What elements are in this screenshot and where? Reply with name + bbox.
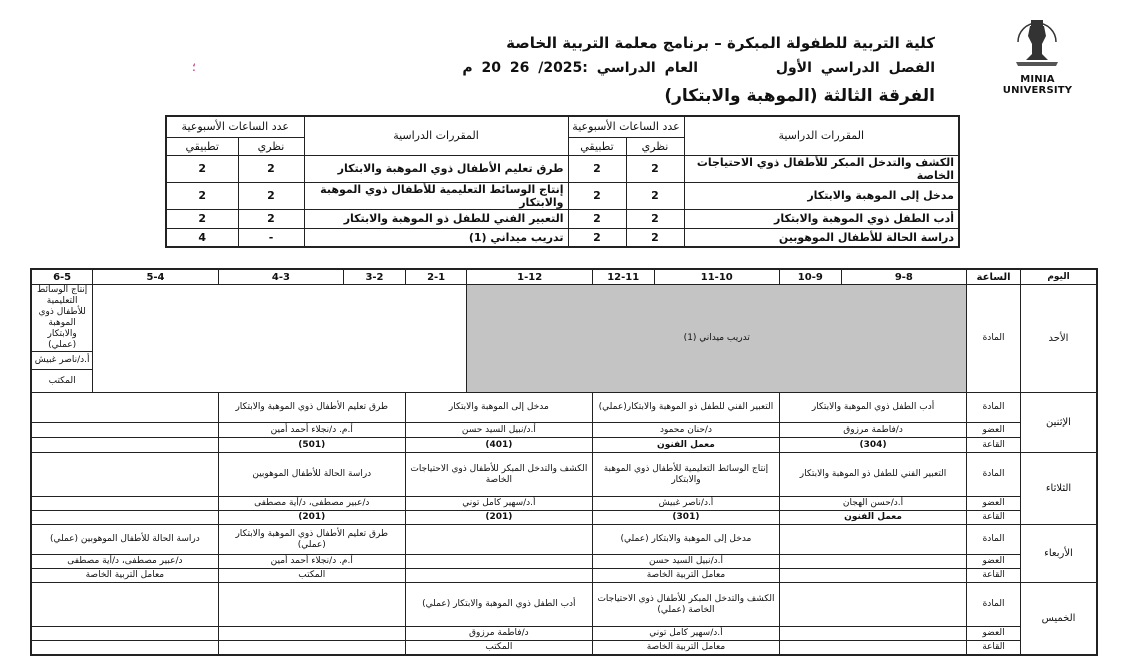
theory-hours: 2 (626, 228, 684, 247)
schedule-room: المكتب (405, 641, 592, 655)
header-hours-right: عدد الساعات الأسبوعية (568, 116, 684, 137)
label-subject: المادة (967, 285, 1021, 393)
schedule-subject: دراسة الحالة للأطفال الموهوبين (عملي) (31, 525, 218, 555)
slot-header: 9-8 (841, 269, 966, 285)
schedule-member: د/عبير مصطفى، د/أية مصطفى (218, 497, 405, 511)
stray-mark: ؛ (192, 60, 196, 74)
wednesday-subject-row (31, 525, 1097, 555)
theory-hours: 2 (238, 155, 304, 182)
theory-hours: - (238, 228, 304, 247)
schedule-subject: إنتاج الوسائط التعليمية للأطفال ذوي الموهبة والابتكار (592, 453, 779, 497)
empty-cell (31, 438, 218, 453)
schedule-member: أ.م. د/نجلاء أحمد أمين (218, 423, 405, 438)
empty-cell (780, 525, 967, 555)
empty-cell (31, 583, 218, 627)
slot-header: 10-9 (780, 269, 842, 285)
course-name: دراسة الحالة للأطفال الموهوبين (684, 228, 959, 247)
schedule-room: المكتب (218, 569, 405, 583)
schedule-room: (501) (218, 438, 405, 453)
day-tuesday: الثلاثاء (1021, 453, 1097, 525)
course-name: طرق تعليم الأطفال ذوي الموهبة والابتكار (304, 155, 568, 182)
header-courses-right: المقررات الدراسية (684, 116, 959, 155)
schedule-room: (304) (780, 438, 967, 453)
practical-hours: 2 (568, 155, 626, 182)
slot-header: 3-2 (344, 269, 406, 285)
table-row (166, 228, 959, 247)
schedule-subject: طرق تعليم الأطفال ذوي الموهبة والابتكار (218, 393, 405, 423)
header-hour: الساعة (967, 269, 1021, 285)
empty-cell (405, 555, 592, 569)
sunday-subject-row (31, 285, 1097, 352)
table-row (166, 155, 959, 182)
schedule-member: أ.م. د/نجلاء أحمد أمين (218, 555, 405, 569)
empty-cell (780, 641, 967, 655)
empty-cell (218, 627, 405, 641)
schedule-room: معامل التربية الخاصة (592, 641, 779, 655)
schedule-room: (401) (405, 438, 592, 453)
day-thursday: الخميس (1021, 583, 1097, 655)
schedule-subject: مدخل إلى الموهبة والابتكار (عملي) (592, 525, 779, 555)
course-name: مدخل إلى الموهبة والابتكار (684, 182, 959, 209)
header-theory: نظري (238, 137, 304, 155)
schedule-member: د/حنان محمود (592, 423, 779, 438)
schedule-member: أ.د/نبيل السيد حسن (592, 555, 779, 569)
label-room: القاعة (967, 511, 1021, 525)
semester-year-line (462, 60, 935, 76)
theory-hours: 2 (238, 209, 304, 228)
theory-hours: 2 (238, 182, 304, 209)
slot-header: 4-3 (218, 269, 343, 285)
practical-hours: 2 (568, 182, 626, 209)
logo-text: MINIA UNIVERSITY (1002, 74, 1073, 96)
academic-year: العام الدراسي :2025/ 26 20 م (462, 60, 699, 76)
slot-header: 11-10 (654, 269, 779, 285)
schedule-member: أ.د/ناصر غبيش (31, 352, 93, 370)
label-member: العضو (967, 497, 1021, 511)
empty-cell (405, 569, 592, 583)
schedule-room: معمل الفنون (592, 438, 779, 453)
empty-cell (780, 569, 967, 583)
semester: الفصل الدراسي الأول (775, 60, 935, 76)
label-member: العضو (967, 555, 1021, 569)
theory-hours: 2 (626, 155, 684, 182)
course-name: الكشف والتدخل المبكر للأطفال ذوي الاحتياجات الخاصة (684, 155, 959, 182)
empty-cell (780, 627, 967, 641)
slot-header: 2-1 (405, 269, 467, 285)
nefertiti-emblem-icon (1012, 12, 1062, 68)
table-row (166, 209, 959, 228)
schedule-member: د/فاطمة مرزوق (405, 627, 592, 641)
day-monday: الإثنين (1021, 393, 1097, 453)
practical-hours: 2 (568, 209, 626, 228)
monday-subject-row (31, 393, 1097, 423)
weekly-schedule-table (30, 268, 1098, 656)
slot-header: 5-4 (93, 269, 218, 285)
schedule-subject: التعبير الفني للطفل ذو الموهبة والابتكار(عملي) (592, 393, 779, 423)
schedule-room: (301) (592, 511, 779, 525)
level-title: الفرقة الثالثة (الموهبة والابتكار) (664, 86, 935, 106)
header-day: اليوم (1021, 269, 1097, 285)
schedule-room: معامل التربية الخاصة (592, 569, 779, 583)
schedule-member: أ.د/نبيل السيد حسن (405, 423, 592, 438)
schedule-subject: طرق تعليم الأطفال ذوي الموهبة والابتكار (عملي) (218, 525, 405, 555)
label-subject: المادة (967, 525, 1021, 555)
practical-hours: 2 (166, 209, 238, 228)
label-member: العضو (967, 423, 1021, 438)
label-subject: المادة (967, 583, 1021, 627)
empty-cell (218, 583, 405, 627)
label-room: القاعة (967, 438, 1021, 453)
schedule-subject: أدب الطفل ذوي الموهبة والابتكار (780, 393, 967, 423)
schedule-member: أ.د/سهير كامل توني (592, 627, 779, 641)
empty-cell (31, 497, 218, 511)
college-program-title: كلية التربية للطفولة المبكرة – برنامج معلمة التربية الخاصة (506, 34, 935, 52)
empty-cell (31, 511, 218, 525)
schedule-room: معمل الفنون (780, 511, 967, 525)
empty-cell (780, 555, 967, 569)
schedule-subject: أدب الطفل ذوي الموهبة والابتكار (عملي) (405, 583, 592, 627)
field-training-block: تدريب ميداني (1) (467, 285, 967, 393)
empty-cell (218, 641, 405, 655)
empty-cell (780, 583, 967, 627)
label-room: القاعة (967, 569, 1021, 583)
tuesday-subject-row (31, 453, 1097, 497)
header-courses-left: المقررات الدراسية (304, 116, 568, 155)
schedule-subject: الكشف والتدخل المبكر للأطفال ذوي الاحتياجات الخاصة (عملي) (592, 583, 779, 627)
schedule-subject: دراسة الحالة للأطفال الموهوبين (218, 453, 405, 497)
schedule-subject: التعبير الفني للطفل ذو الموهبة والابتكار (780, 453, 967, 497)
schedule-member: د/فاطمة مرزوق (780, 423, 967, 438)
practical-hours: 2 (166, 155, 238, 182)
header-theory: نظري (626, 137, 684, 155)
schedule-member: أ.د/سهير كامل توني (405, 497, 592, 511)
label-member: العضو (967, 627, 1021, 641)
schedule-member: أ.د/ناصر غبيش (592, 497, 779, 511)
schedule-member: أ.د/حسن الهجان (780, 497, 967, 511)
theory-hours: 2 (626, 209, 684, 228)
empty-cell (31, 453, 218, 497)
schedule-subject: الكشف والتدخل المبكر للأطفال ذوي الاحتياجات الخاصة (405, 453, 592, 497)
label-subject: المادة (967, 453, 1021, 497)
course-name: إنتاج الوسائط التعليمية للأطفال ذوي الموهبة والابتكار (304, 182, 568, 209)
slot-header: 12-11 (592, 269, 654, 285)
schedule-member: د/عبير مصطفى، د/أية مصطفى (31, 555, 218, 569)
header-practical: تطبيقي (568, 137, 626, 155)
practical-hours: 2 (166, 182, 238, 209)
empty-cell (93, 285, 467, 393)
header-practical: تطبيقي (166, 137, 238, 155)
course-name: أدب الطفل ذوي الموهبة والابتكار (684, 209, 959, 228)
practical-hours: 4 (166, 228, 238, 247)
schedule-header-row (31, 269, 1097, 285)
schedule-room: (201) (405, 511, 592, 525)
course-name: تدريب ميداني (1) (304, 228, 568, 247)
practical-hours: 2 (568, 228, 626, 247)
schedule-room: (201) (218, 511, 405, 525)
empty-cell (31, 393, 218, 423)
empty-cell (31, 627, 218, 641)
empty-cell (31, 641, 218, 655)
empty-cell (405, 525, 592, 555)
day-wednesday: الأربعاء (1021, 525, 1097, 583)
schedule-subject: إنتاج الوسائط التعليمية للأطفال ذوي الموهبة والابتكار (عملي) (31, 285, 93, 352)
slot-header: 1-12 (467, 269, 592, 285)
course-name: التعبير الفني للطفل ذو الموهبة والابتكار (304, 209, 568, 228)
thursday-subject-row (31, 583, 1097, 627)
table-row (166, 182, 959, 209)
schedule-room: معامل التربية الخاصة (31, 569, 218, 583)
schedule-subject: مدخل إلى الموهبة والابتكار (405, 393, 592, 423)
schedule-room: المكتب (31, 370, 93, 393)
empty-cell (31, 423, 218, 438)
label-room: القاعة (967, 641, 1021, 655)
header-hours-left: عدد الساعات الأسبوعية (166, 116, 304, 137)
courses-hours-table (165, 115, 960, 248)
label-subject: المادة (967, 393, 1021, 423)
theory-hours: 2 (626, 182, 684, 209)
slot-header: 6-5 (31, 269, 93, 285)
day-sunday: الأحد (1021, 285, 1097, 393)
university-logo (990, 12, 1085, 96)
